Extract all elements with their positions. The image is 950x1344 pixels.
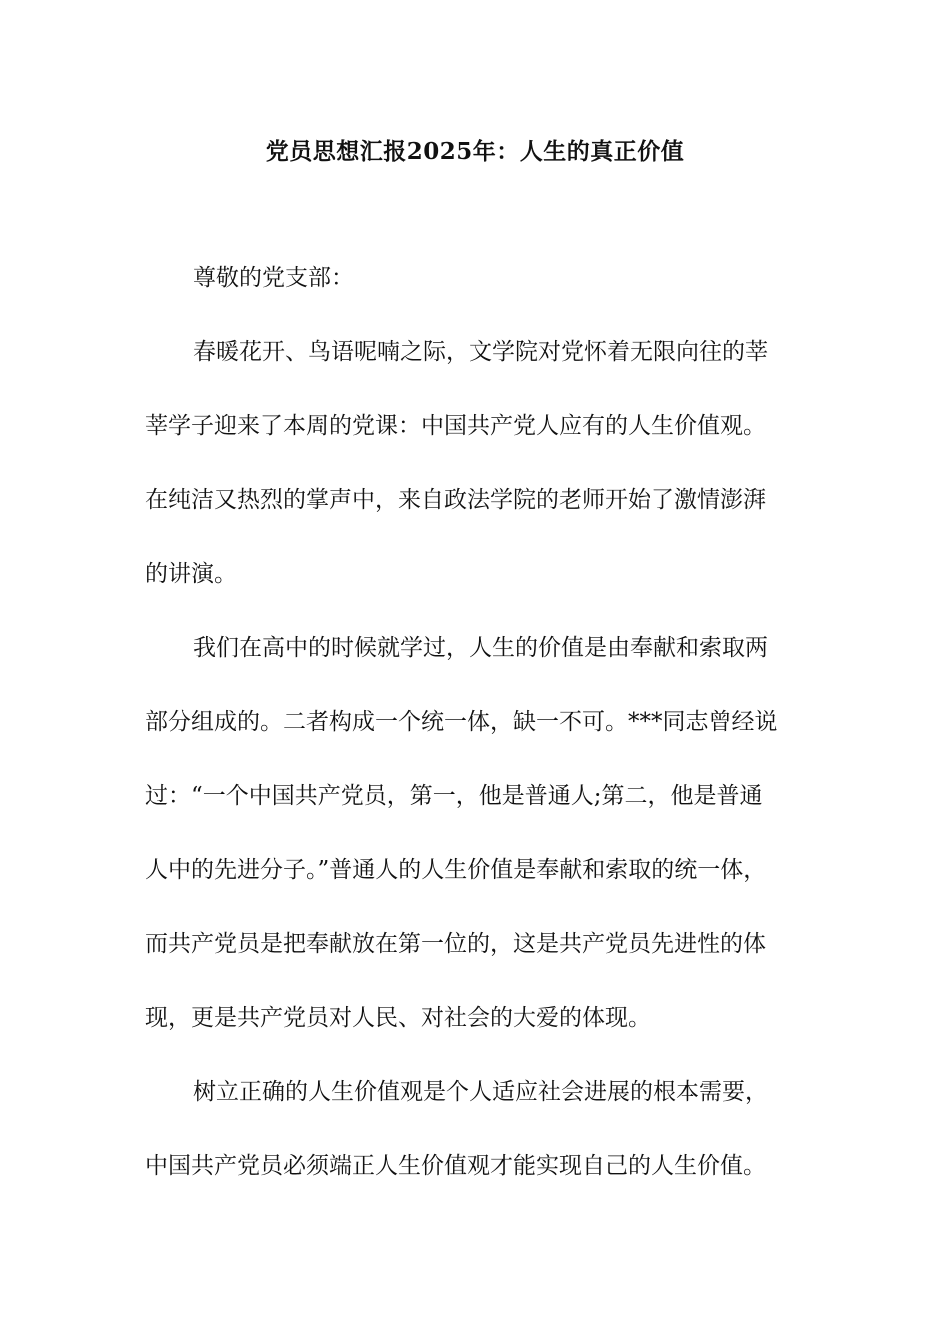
paragraph-line: 过：“一个中国共产党员，第一，他是普通人;第二，他是普通 <box>145 783 763 809</box>
paragraph-line: 的讲演。 <box>145 561 237 587</box>
paragraph-line: 中国共产党员必须端正人生价值观才能实现自己的人生价值。 <box>145 1153 766 1179</box>
salutation: 尊敬的党支部： <box>193 265 354 291</box>
paragraph-line: 在纯洁又热烈的掌声中，来自政法学院的老师开始了激情澎湃 <box>145 487 766 513</box>
paragraph-line: 树立正确的人生价值观是个人适应社会进展的根本需要， <box>193 1079 768 1105</box>
paragraph-line: 而共产党员是把奉献放在第一位的，这是共产党员先进性的体 <box>145 931 766 957</box>
paragraph-line: 部分组成的。二者构成一个统一体，缺一不可。***同志曾经说 <box>145 709 778 735</box>
paragraph-line: 现，更是共产党员对人民、对社会的大爱的体现。 <box>145 1005 651 1031</box>
paragraph-line: 春暖花开、鸟语呢喃之际，文学院对党怀着无限向往的莘 <box>193 339 768 365</box>
paragraph-line: 我们在高中的时候就学过，人生的价值是由奉献和索取两 <box>193 635 768 661</box>
paragraph-line: 人中的先进分子。”普通人的人生价值是奉献和索取的统一体， <box>145 857 767 883</box>
document-title: 党员思想汇报2025年：人生的真正价值 <box>265 138 685 165</box>
paragraph-line: 莘学子迎来了本周的党课：中国共产党人应有的人生价值观。 <box>145 413 766 439</box>
